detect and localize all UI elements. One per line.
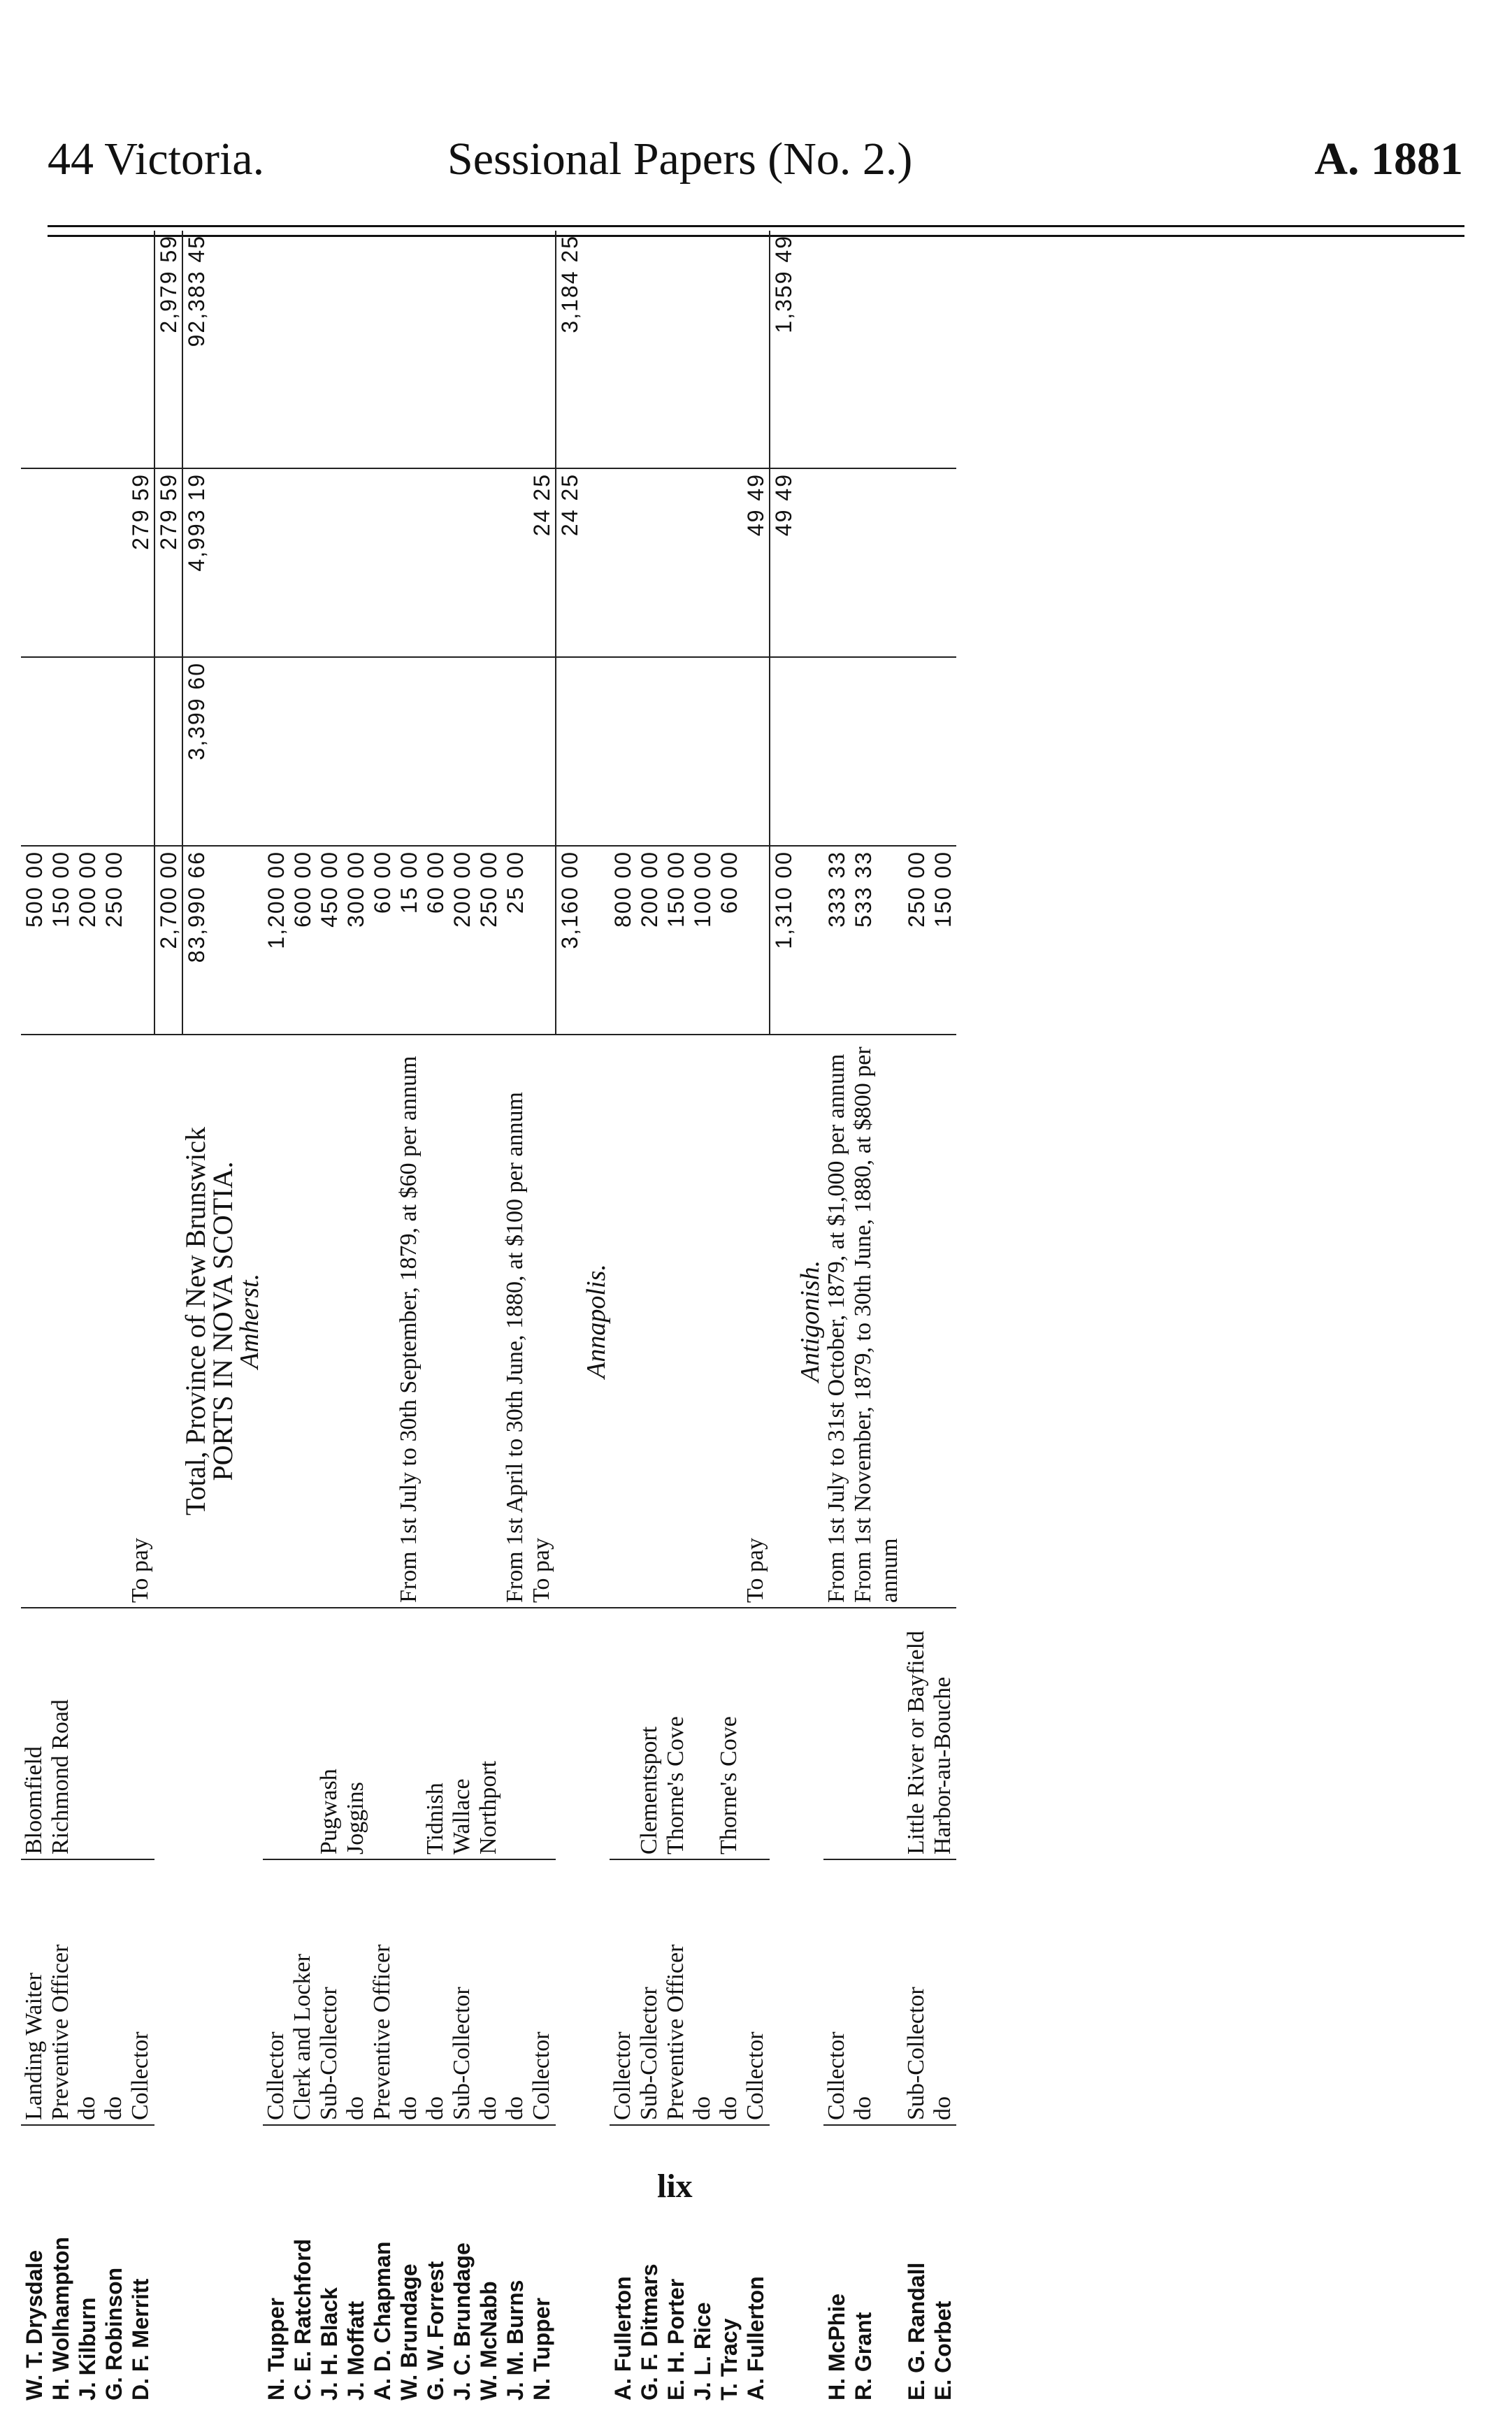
amount-c4 <box>663 231 689 468</box>
table-row <box>74 231 101 2405</box>
amount-c3 <box>74 468 101 657</box>
period-description <box>610 1035 636 1608</box>
blank-cell <box>583 468 610 657</box>
subtotal-row <box>154 231 182 2405</box>
station-place <box>74 1608 101 1859</box>
employee-name: W. McNabb <box>476 2281 501 2400</box>
amount-c1: 500 00 <box>21 846 48 1035</box>
employee-name: C. E. Ratchford <box>290 2238 315 2400</box>
blank-cell <box>797 468 823 657</box>
employee-name: R. Grant <box>851 2312 876 2400</box>
amount-c1: 250 00 <box>101 846 127 1035</box>
employee-name: W. T. Drysdale <box>22 2249 47 2400</box>
subtotal-row <box>556 231 583 2405</box>
amount-c1: 600 00 <box>289 846 316 1035</box>
blank-cell <box>210 1608 236 2405</box>
employee-name: N. Tupper <box>529 2298 554 2400</box>
subtotal-c3: 279 59 <box>154 468 182 657</box>
period-description <box>903 1035 930 1608</box>
page-number: lix <box>657 2168 693 2205</box>
amount-c4 <box>610 231 636 468</box>
amount-c4 <box>528 231 556 468</box>
office-title: Sub-Collector <box>449 1859 475 2125</box>
amount-c2 <box>396 657 422 846</box>
amount-c4 <box>316 231 343 468</box>
table-row <box>127 231 154 2405</box>
station-place <box>263 1608 289 1859</box>
amount-c1: 250 00 <box>903 846 930 1035</box>
amount-c3 <box>823 468 850 657</box>
port-name: Annapolis. <box>583 1035 610 1608</box>
amount-c3 <box>101 468 127 657</box>
blank-cell <box>154 1608 182 2405</box>
amount-c2 <box>716 657 742 846</box>
subtotal-c3: 24 25 <box>556 468 583 657</box>
blank-cell <box>236 468 263 657</box>
header-right: A. 1881 <box>1314 134 1463 185</box>
blank-cell <box>210 231 236 468</box>
amount-c3 <box>663 468 689 657</box>
amount-c2 <box>742 657 770 846</box>
station-place: Pugwash <box>316 1608 343 1859</box>
office-title: Sub-Collector <box>316 1859 343 2125</box>
office-title: Collector <box>823 1859 850 2125</box>
station-place: Thorne's Cove <box>716 1608 742 1859</box>
office-title: Preventive Officer <box>663 1859 689 2125</box>
table-row <box>930 231 956 2405</box>
amount-c3 <box>289 468 316 657</box>
employee-name: A. Fullerton <box>610 2276 635 2400</box>
amount-c3 <box>903 468 930 657</box>
accounts-table <box>21 231 956 2405</box>
office-title: do <box>850 1859 903 2125</box>
station-place: Thorne's Cove <box>663 1608 689 1859</box>
station-place: Joggins <box>343 1608 369 1859</box>
period-description <box>930 1035 956 1608</box>
period-description <box>689 1035 716 1608</box>
office-title: Collector <box>263 1859 289 2125</box>
office-title: do <box>422 1859 449 2125</box>
blank-cell <box>797 231 823 468</box>
station-place <box>101 1608 127 1859</box>
table-row <box>449 231 475 2405</box>
amount-c4 <box>343 231 369 468</box>
amount-c2 <box>343 657 369 846</box>
amount-c4 <box>369 231 396 468</box>
office-title: Landing Waiter <box>21 1859 48 2125</box>
amount-c1: 800 00 <box>610 846 636 1035</box>
amount-c2 <box>316 657 343 846</box>
period-description: To pay <box>528 1035 556 1608</box>
amount-c3 <box>263 468 289 657</box>
employee-name: G. F. Ditmars <box>637 2263 662 2400</box>
amount-c4 <box>502 231 528 468</box>
amount-c1: 60 00 <box>369 846 396 1035</box>
blank-cell <box>236 1608 263 2405</box>
employee-name: J. Kilburn <box>75 2297 100 2400</box>
amount-c1: 533 33 <box>850 846 903 1035</box>
amount-c1: 200 00 <box>636 846 663 1035</box>
office-title: Collector <box>742 1859 770 2125</box>
subtotal-c1: 1,310 00 <box>770 846 797 1035</box>
station-place <box>689 1608 716 1859</box>
table-row <box>101 231 127 2405</box>
table-row <box>689 231 716 2405</box>
amount-c1: 1,200 00 <box>263 846 289 1035</box>
station-place <box>369 1608 396 1859</box>
port-heading-row <box>583 231 610 2405</box>
amount-c1: 15 00 <box>396 846 422 1035</box>
employee-name: G. Robinson <box>101 2267 127 2400</box>
amount-c2 <box>823 657 850 846</box>
section-heading: PORTS IN NOVA SCOTIA. <box>210 1035 236 1608</box>
subtotal-c2 <box>154 657 182 846</box>
station-place <box>823 1608 850 1859</box>
period-description <box>48 1035 74 1608</box>
amount-c4 <box>48 231 74 468</box>
total-label: Total, Province of New Brunswick <box>182 1035 210 1608</box>
blank-cell <box>797 1608 823 2405</box>
blank-cell <box>236 231 263 468</box>
amount-c1: 150 00 <box>930 846 956 1035</box>
period-description: To pay <box>742 1035 770 1608</box>
period-description <box>74 1035 101 1608</box>
office-title: do <box>101 1859 127 2125</box>
amount-c3 <box>850 468 903 657</box>
amount-c4 <box>449 231 475 468</box>
station-place <box>610 1608 636 1859</box>
amount-c1: 200 00 <box>449 846 475 1035</box>
station-place: Richmond Road <box>48 1608 74 1859</box>
amount-c4 <box>21 231 48 468</box>
period-description <box>449 1035 475 1608</box>
amount-c1: 150 00 <box>48 846 74 1035</box>
amount-c3 <box>930 468 956 657</box>
amount-c3 <box>689 468 716 657</box>
employee-name: W. Brundage <box>396 2263 422 2400</box>
amount-c2 <box>21 657 48 846</box>
table-row <box>610 231 636 2405</box>
employee-name: E. H. Porter <box>663 2278 689 2400</box>
amount-c2 <box>475 657 502 846</box>
amount-c1 <box>127 846 154 1035</box>
amount-c2 <box>636 657 663 846</box>
station-place: Bloomfield <box>21 1608 48 1859</box>
period-description <box>289 1035 316 1608</box>
table-row <box>475 231 502 2405</box>
station-place: Tidnish <box>422 1608 449 1859</box>
subtotal-c2 <box>770 657 797 846</box>
station-place: Clementsport <box>636 1608 663 1859</box>
station-place <box>850 1608 903 1859</box>
amount-c3 <box>502 468 528 657</box>
amount-c2 <box>903 657 930 846</box>
amount-c4 <box>263 231 289 468</box>
employee-name: T. Tracy <box>717 2318 742 2400</box>
employee-name: J. L. Rice <box>690 2302 715 2400</box>
office-title: Collector <box>127 1859 154 2125</box>
amount-c2 <box>610 657 636 846</box>
amount-c3 <box>716 468 742 657</box>
employee-name: A. Fullerton <box>743 2276 768 2400</box>
station-place <box>502 1608 528 1859</box>
amount-c3: 279 59 <box>127 468 154 657</box>
period-description <box>663 1035 689 1608</box>
station-place: Northport <box>475 1608 502 1859</box>
period-description <box>316 1035 343 1608</box>
amount-c2 <box>127 657 154 846</box>
blank-cell <box>210 657 236 846</box>
table-row <box>343 231 369 2405</box>
total-c4: 92,383 45 <box>182 231 210 468</box>
port-heading-row <box>797 231 823 2405</box>
table-row <box>823 231 850 2405</box>
period-description: From 1st November, 1879, to 30th June, 1880, at $800 per annum <box>850 1035 903 1608</box>
employee-name: E. Corbet <box>930 2300 956 2400</box>
office-title: do <box>74 1859 101 2125</box>
office-title: do <box>396 1859 422 2125</box>
amount-c4 <box>475 231 502 468</box>
subtotal-c2 <box>556 657 583 846</box>
amount-c4 <box>74 231 101 468</box>
amount-c3 <box>369 468 396 657</box>
office-title: Collector <box>610 1859 636 2125</box>
office-title: do <box>502 1859 528 2125</box>
office-title: do <box>930 1859 956 2125</box>
table-row <box>263 231 289 2405</box>
employee-name: G. W. Forrest <box>423 2261 448 2400</box>
blank-cell <box>770 1608 797 2405</box>
table-row <box>742 231 770 2405</box>
amount-c3 <box>316 468 343 657</box>
office-title: Sub-Collector <box>903 1859 930 2125</box>
header-left: 44 Victoria. <box>48 134 265 185</box>
employee-name: J. C. Brundage <box>449 2242 475 2400</box>
subtotal-label <box>556 1035 583 1608</box>
amount-c1: 60 00 <box>422 846 449 1035</box>
employee-name: J. M. Burns <box>503 2280 528 2400</box>
amount-c1: 450 00 <box>316 846 343 1035</box>
blank-cell <box>556 1608 583 2405</box>
employee-name: H. Wolhampton <box>48 2236 73 2400</box>
amount-c1: 150 00 <box>663 846 689 1035</box>
period-description <box>636 1035 663 1608</box>
station-place <box>396 1608 422 1859</box>
blank-cell <box>210 846 236 1035</box>
employee-name: J. Moffatt <box>343 2300 368 2400</box>
amount-c3 <box>396 468 422 657</box>
amount-c1 <box>528 846 556 1035</box>
amount-c2 <box>369 657 396 846</box>
period-description <box>343 1035 369 1608</box>
blank-cell <box>210 468 236 657</box>
table-body <box>21 231 956 2405</box>
subtotal-c3: 49 49 <box>770 468 797 657</box>
employee-name: J. H. Black <box>317 2287 342 2400</box>
station-place <box>742 1608 770 1859</box>
subtotal-label <box>154 1035 182 1608</box>
port-name: Amherst. <box>236 1035 263 1608</box>
table-row <box>903 231 930 2405</box>
amount-c3 <box>475 468 502 657</box>
amount-c2 <box>263 657 289 846</box>
amount-c4 <box>823 231 850 468</box>
blank-cell <box>797 846 823 1035</box>
blank-cell <box>583 231 610 468</box>
blank-cell <box>236 846 263 1035</box>
period-description: From 1st April to 30th June, 1880, at $100 per annum <box>502 1035 528 1608</box>
amount-c1: 60 00 <box>716 846 742 1035</box>
period-description: To pay <box>127 1035 154 1608</box>
page-title: Sessional Papers (No. 2.) <box>447 134 913 185</box>
amount-c2 <box>48 657 74 846</box>
period-description: From 1st July to 30th September, 1879, at $60 per annum <box>396 1035 422 1608</box>
amount-c4 <box>396 231 422 468</box>
amount-c1 <box>742 846 770 1035</box>
blank-cell <box>797 657 823 846</box>
blank-cell <box>236 657 263 846</box>
amount-c3: 24 25 <box>528 468 556 657</box>
table-row <box>850 231 903 2405</box>
amount-c3 <box>422 468 449 657</box>
station-place <box>528 1608 556 1859</box>
amount-c4 <box>742 231 770 468</box>
employee-name: D. F. Merritt <box>128 2278 153 2400</box>
amount-c1: 300 00 <box>343 846 369 1035</box>
port-name: Antigonish. <box>797 1035 823 1608</box>
station-place: Little River or Bayfield <box>903 1608 930 1859</box>
subtotal-c4: 1,359 49 <box>770 231 797 468</box>
amount-c3 <box>636 468 663 657</box>
blank-cell <box>583 657 610 846</box>
blank-cell <box>583 1608 610 2405</box>
amount-c2 <box>502 657 528 846</box>
amount-c3 <box>343 468 369 657</box>
subtotal-row <box>770 231 797 2405</box>
subtotal-c1: 3,160 00 <box>556 846 583 1035</box>
subtotal-c4: 2,979 59 <box>154 231 182 468</box>
period-description: From 1st July to 31st October, 1879, at $1,000 per annum <box>823 1035 850 1608</box>
amount-c1: 333 33 <box>823 846 850 1035</box>
employee-name: N. Tupper <box>264 2298 289 2400</box>
amount-c2 <box>528 657 556 846</box>
amount-c4 <box>930 231 956 468</box>
table-row <box>289 231 316 2405</box>
period-description <box>716 1035 742 1608</box>
amount-c1: 250 00 <box>475 846 502 1035</box>
station-place <box>289 1608 316 1859</box>
amount-c2 <box>930 657 956 846</box>
total-row <box>182 231 210 2405</box>
amount-c1: 25 00 <box>502 846 528 1035</box>
subtotal-c1: 2,700 00 <box>154 846 182 1035</box>
amount-c3 <box>21 468 48 657</box>
amount-c4 <box>850 231 903 468</box>
office-title: do <box>689 1859 716 2125</box>
table-row <box>21 231 48 2405</box>
amount-c2 <box>422 657 449 846</box>
amount-c3: 49 49 <box>742 468 770 657</box>
table-row <box>422 231 449 2405</box>
table-row <box>316 231 343 2405</box>
port-heading-row <box>236 231 263 2405</box>
employee-name: E. G. Randall <box>904 2262 929 2400</box>
period-description <box>263 1035 289 1608</box>
table-row <box>528 231 556 2405</box>
amount-c4 <box>903 231 930 468</box>
amount-c2 <box>689 657 716 846</box>
blank-cell <box>182 1608 210 2405</box>
office-title: Sub-Collector <box>636 1859 663 2125</box>
amount-c1: 200 00 <box>74 846 101 1035</box>
office-title: do <box>475 1859 502 2125</box>
amount-c2 <box>663 657 689 846</box>
amount-c2 <box>850 657 903 846</box>
office-title: Clerk and Locker <box>289 1859 316 2125</box>
office-title: Preventive Officer <box>48 1859 74 2125</box>
office-title: do <box>343 1859 369 2125</box>
amount-c2 <box>101 657 127 846</box>
rotated-table-container <box>21 231 1468 2405</box>
amount-c3 <box>449 468 475 657</box>
amount-c4 <box>127 231 154 468</box>
amount-c1: 100 00 <box>689 846 716 1035</box>
total-c1: 83,990 66 <box>182 846 210 1035</box>
office-title: do <box>716 1859 742 2125</box>
amount-c2 <box>74 657 101 846</box>
employee-name: H. McPhie <box>824 2293 849 2400</box>
amount-c2 <box>449 657 475 846</box>
amount-c4 <box>716 231 742 468</box>
amount-c4 <box>689 231 716 468</box>
table-row <box>502 231 528 2405</box>
table-row <box>716 231 742 2405</box>
station-place: Wallace <box>449 1608 475 1859</box>
period-description <box>422 1035 449 1608</box>
total-c3: 4,993 19 <box>182 468 210 657</box>
table-row <box>369 231 396 2405</box>
amount-c2 <box>289 657 316 846</box>
table-row <box>636 231 663 2405</box>
amount-c3 <box>48 468 74 657</box>
amount-c4 <box>636 231 663 468</box>
amount-c4 <box>101 231 127 468</box>
table-row <box>48 231 74 2405</box>
amount-c4 <box>289 231 316 468</box>
station-place: Harbor-au-Bouche <box>930 1608 956 1859</box>
subtotal-c4: 3,184 25 <box>556 231 583 468</box>
table-row <box>396 231 422 2405</box>
period-description <box>101 1035 127 1608</box>
period-description <box>369 1035 396 1608</box>
period-description <box>21 1035 48 1608</box>
amount-c3 <box>610 468 636 657</box>
office-title: Preventive Officer <box>369 1859 396 2125</box>
office-title: Collector <box>528 1859 556 2125</box>
employee-name: A. D. Chapman <box>370 2241 395 2400</box>
amount-c4 <box>422 231 449 468</box>
period-description <box>475 1035 502 1608</box>
station-place <box>127 1608 154 1859</box>
total-c2: 3,399 60 <box>182 657 210 846</box>
header-rule <box>48 225 1464 227</box>
table-row <box>663 231 689 2405</box>
blank-cell <box>583 846 610 1035</box>
section-heading-row <box>210 231 236 2405</box>
subtotal-label <box>770 1035 797 1608</box>
